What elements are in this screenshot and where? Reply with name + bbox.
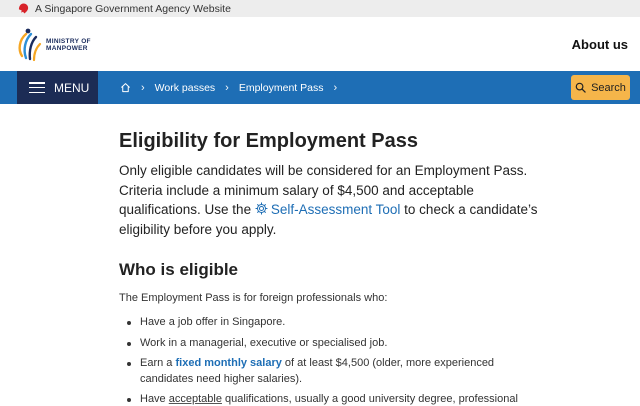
home-icon[interactable] — [120, 82, 131, 93]
self-assessment-tool-link[interactable] — [255, 202, 401, 217]
eligibility-intro: The Employment Pass is for foreign professionals who: — [119, 292, 388, 304]
nav-bar — [0, 71, 640, 104]
list-item — [119, 315, 539, 331]
mom-logo-icon — [14, 26, 44, 64]
list-item-text: Have — [140, 393, 166, 405]
logo-line-1: MINISTRY OF — [46, 38, 91, 45]
list-item-text: of at least $4,500 (older, more experienced candidates need higher salaries). — [140, 357, 495, 385]
logo-line-2: MANPOWER — [46, 45, 88, 52]
breadcrumb-employment-pass[interactable]: Employment Pass — [238, 81, 324, 94]
lion-head-icon — [18, 3, 29, 14]
site-header — [0, 17, 640, 71]
page-title: Eligibility for Employment Pass — [119, 130, 418, 152]
chevron-right-icon: › — [333, 81, 338, 94]
list-item-text: Work in a managerial, executive or specialised job. — [140, 336, 388, 349]
eligibility-list — [119, 315, 539, 406]
acceptable-qualifications-link[interactable]: acceptable — [168, 393, 222, 405]
breadcrumb-work-passes[interactable]: Work passes — [154, 81, 216, 94]
main-content — [119, 128, 539, 406]
list-item-text: qualifications, usually a good university degree, professional — [225, 393, 518, 405]
lead-text-1: Only eligible candidates will be considered for an Employment Pass. Criteria include a minimum salary of $4,500 and acceptable qualifications. Use the — [119, 163, 528, 217]
breadcrumb — [120, 71, 347, 104]
government-masthead — [0, 0, 640, 17]
chevron-right-icon: › — [141, 81, 145, 94]
list-item — [119, 392, 539, 406]
gear-icon — [255, 202, 268, 215]
lead-text-2: to check a candidate’s eligibility before you apply. — [119, 202, 538, 237]
search-icon — [575, 82, 586, 93]
list-item — [119, 356, 539, 387]
mom-logo[interactable] — [14, 26, 91, 64]
hamburger-icon — [29, 82, 45, 93]
menu-button[interactable] — [17, 71, 98, 104]
lead-paragraph — [119, 161, 539, 239]
section-title-who-is-eligible: Who is eligible — [119, 260, 239, 279]
self-assessment-tool-label: Self-Assessment Tool — [270, 202, 401, 217]
about-us-link[interactable]: About us — [571, 37, 628, 52]
masthead-text: A Singapore Government Agency Website — [35, 2, 231, 15]
logo-wordmark — [46, 38, 91, 52]
search-label: Search — [591, 81, 626, 94]
list-item — [119, 336, 539, 352]
menu-label: MENU — [54, 80, 90, 95]
fixed-monthly-salary-link[interactable]: fixed monthly salary — [175, 357, 282, 369]
list-item-text: Earn a — [140, 357, 173, 369]
chevron-right-icon: › — [225, 81, 229, 94]
list-item-text: Have a job offer in Singapore. — [140, 316, 286, 328]
search-button[interactable] — [571, 75, 630, 100]
